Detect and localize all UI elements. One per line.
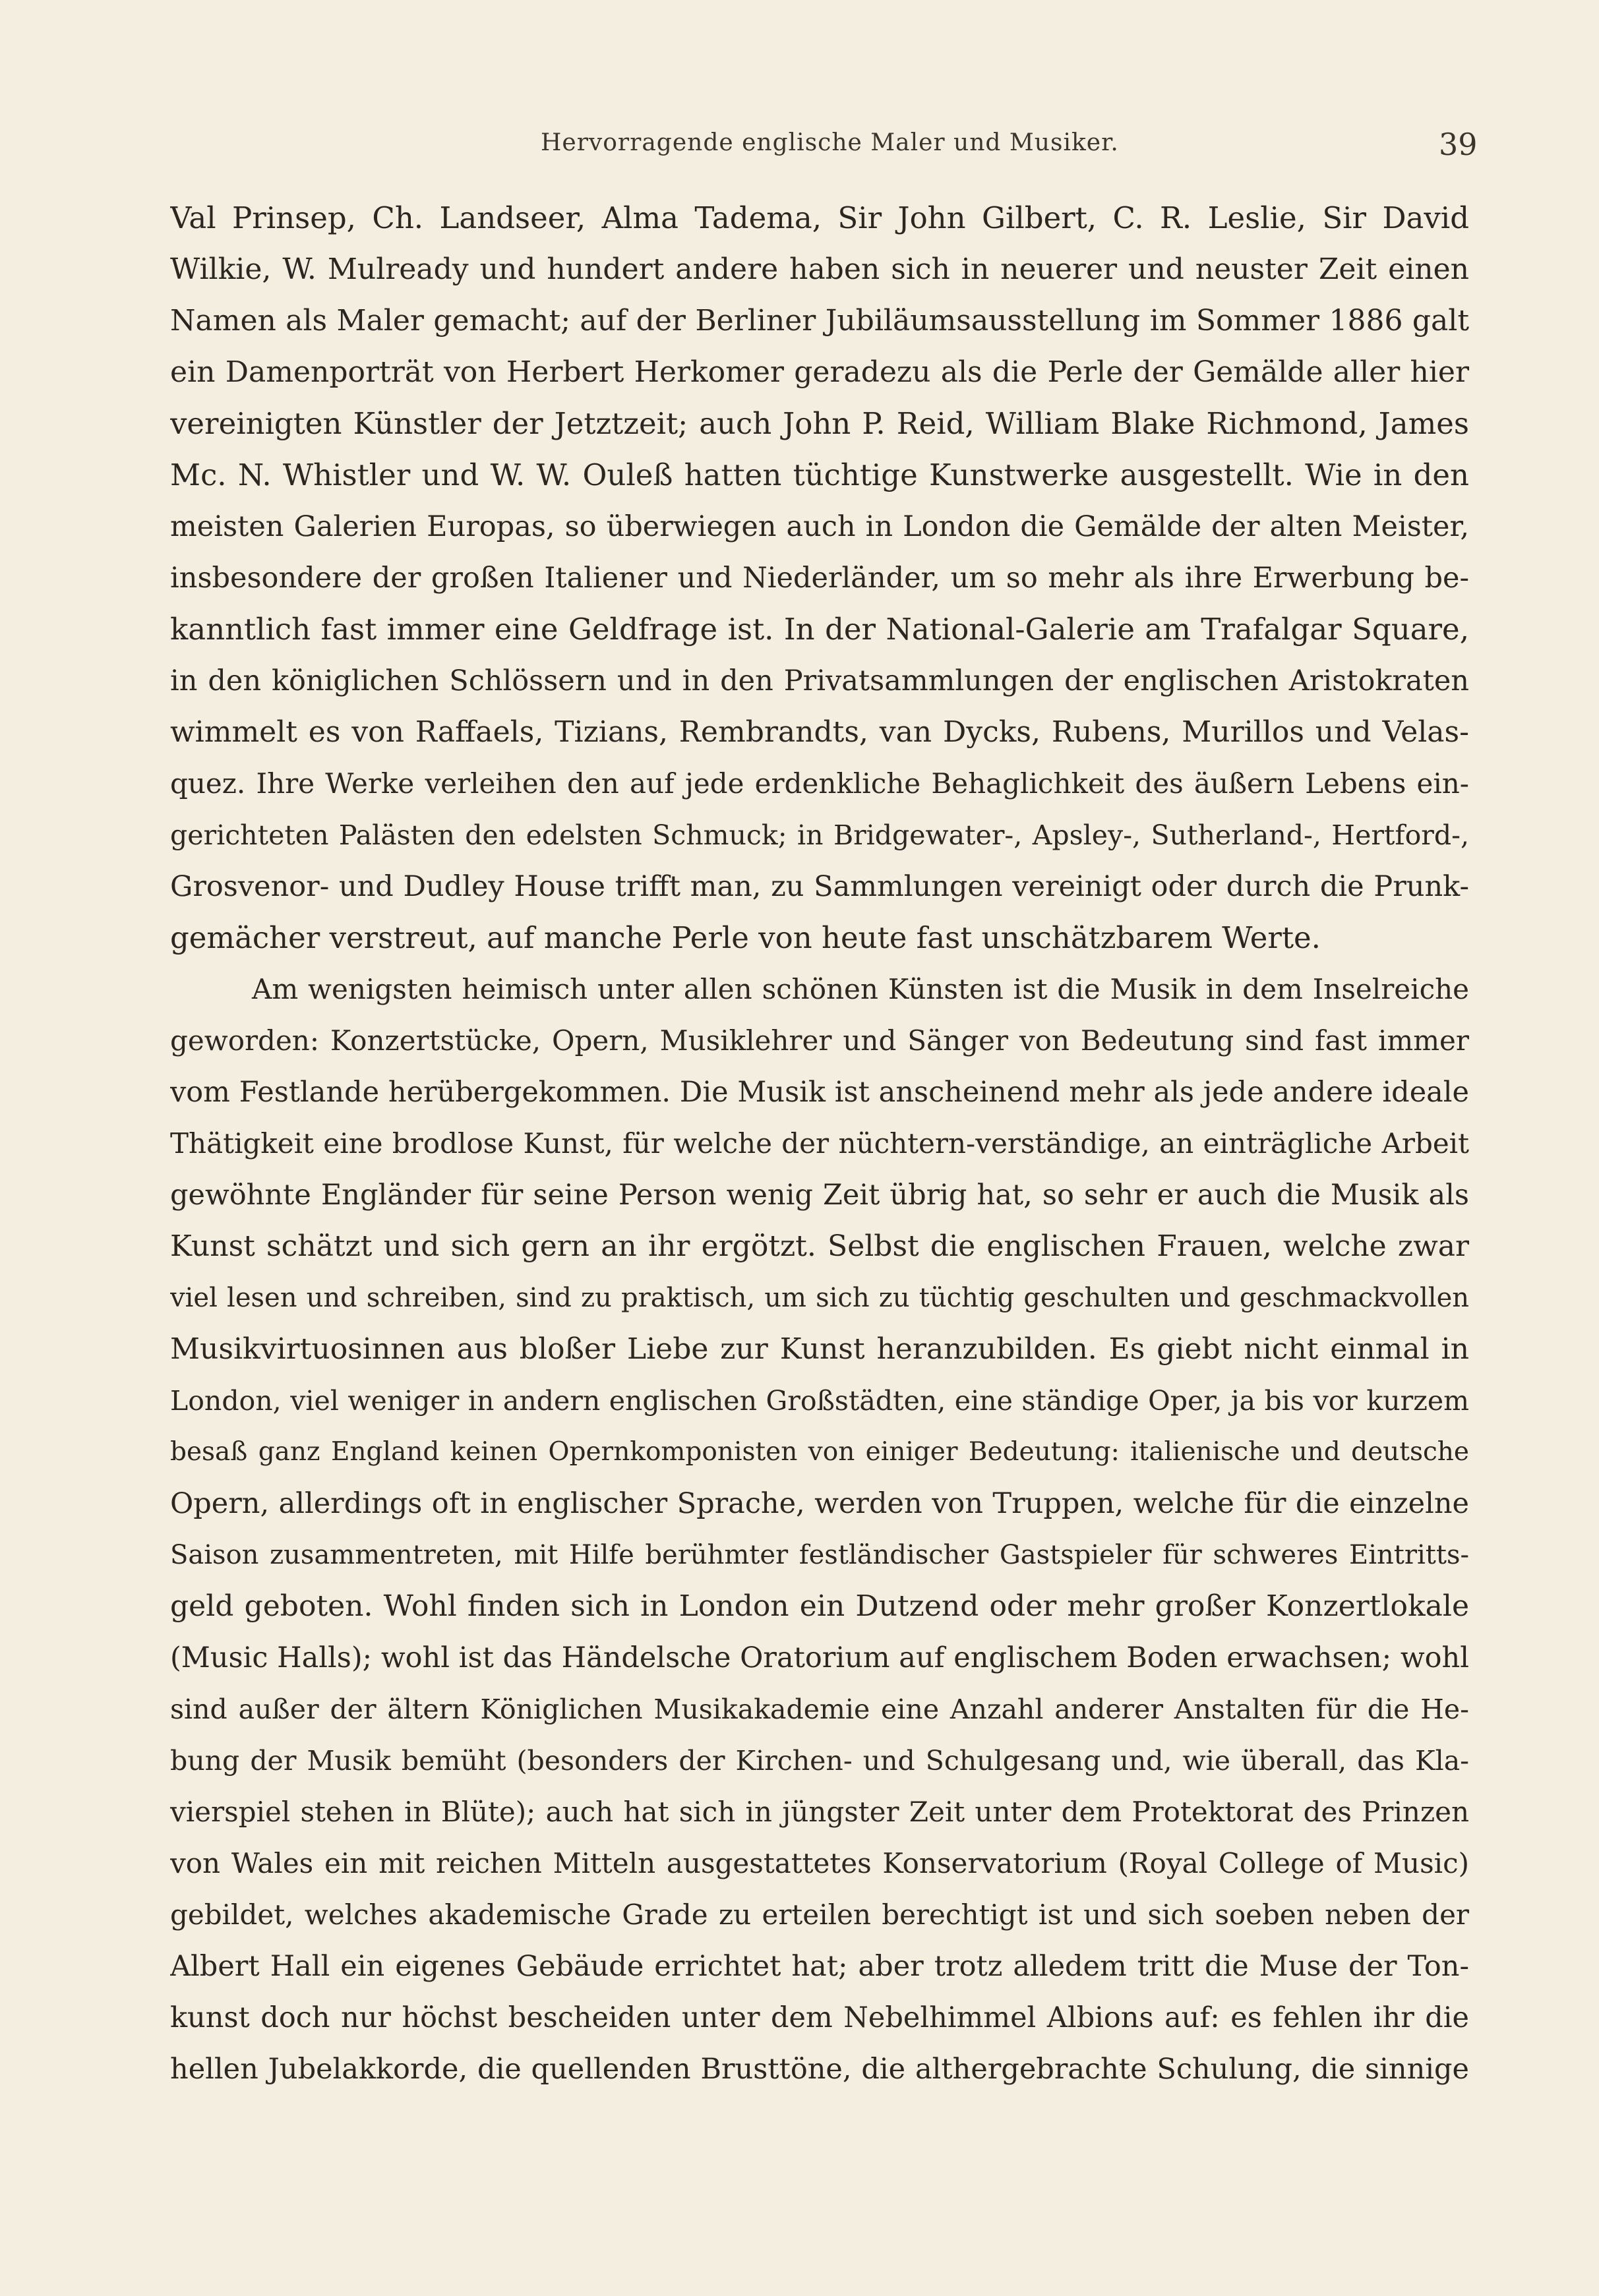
text-line: quez. Ihre Werke verleihen den auf jede erdenkliche Behaglichkeit des äußern Lebens ein- xyxy=(170,767,1469,800)
text-line: sind außer der ältern Königlichen Musikakademie eine Anzahl anderer Anstalten für die He- xyxy=(170,1693,1469,1725)
text-line: besaß ganz England keinen Opernkomponisten von einiger Bedeutung: italienische und deutsche xyxy=(170,1437,1469,1467)
text-line: Kunst schätzt und sich gern an ihr ergötzt. Selbst die englischen Frauen, welche zwar xyxy=(170,1229,1469,1263)
text-line: Wilkie, W. Mulready und hundert andere haben sich in neuerer und neuster Zeit einen xyxy=(170,252,1469,286)
text-line: hellen Jubelakkorde, die quellenden Brusttöne, die althergebrachte Schulung, die sinnige xyxy=(170,2053,1469,2086)
text-line: vierspiel stehen in Blüte); auch hat sich in jüngster Zeit unter dem Protektorat des Prinzen xyxy=(170,1796,1469,1828)
text-line: Opern, allerdings oft in englischer Sprache, werden von Truppen, welche für die einzelne xyxy=(170,1487,1469,1520)
text-line: ein Damenporträt von Herbert Herkomer geradezu als die Perle der Gemälde aller hier xyxy=(170,355,1469,389)
text-line: geld geboten. Wohl finden sich in London ein Dutzend oder mehr großer Konzertlokale xyxy=(170,1589,1469,1623)
text-line: Grosvenor- und Dudley House trifft man, zu Sammlungen vereinigt oder durch die Prunk- xyxy=(170,870,1469,903)
text-line: Namen als Maler gemacht; auf der Berliner Jubiläumsausstellung im Sommer 1886 galt xyxy=(170,304,1469,338)
text-line: vom Festlande herübergekommen. Die Musik ist anscheinend mehr als jede andere ideale xyxy=(170,1076,1469,1109)
text-line: (Music Halls); wohl ist das Händelsche Oratorium auf englischem Boden erwachsen; wohl xyxy=(170,1641,1469,1674)
text-line: von Wales ein mit reichen Mitteln ausgestattetes Konservatorium (Royal College of Music) xyxy=(170,1847,1469,1879)
text-line: kunst doch nur höchst bescheiden unter dem Nebelhimmel Albions auf: es fehlen ihr die xyxy=(170,2001,1469,2034)
text-line: geworden: Konzertstücke, Opern, Musiklehrer und Sänger von Bedeutung sind fast immer xyxy=(170,1024,1469,1057)
text-line: kanntlich fast immer eine Geldfrage ist. In der National-Galerie am Trafalgar Square, xyxy=(170,612,1469,647)
text-line: Am wenigsten heimisch unter allen schönen Künsten ist die Musik in dem Inselreiche xyxy=(252,973,1469,1005)
text-line: gewöhnte Engländer für seine Person wenig Zeit übrig hat, so sehr er auch die Musik als xyxy=(170,1179,1469,1212)
text-line: gebildet, welches akademische Grade zu erteilen berechtigt ist und sich soeben neben der xyxy=(170,1899,1469,1931)
text-line: Val Prinsep, Ch. Landseer, Alma Tadema, Sir John Gilbert, C. R. Leslie, Sir David xyxy=(170,200,1469,235)
text-line: Albert Hall ein eigenes Gebäude errichtet hat; aber trotz alledem tritt die Muse der Ton- xyxy=(170,1950,1469,1983)
page-number: 39 xyxy=(1439,127,1478,162)
text-line: vereinigten Künstler der Jetztzeit; auch John P. Reid, William Blake Richmond, James xyxy=(170,406,1469,441)
text-line: Thätigkeit eine brodlose Kunst, für welche der nüchtern-verständige, an einträgliche Arbeit xyxy=(170,1127,1469,1160)
running-head xyxy=(0,129,1599,169)
text-line: insbesondere der großen Italiener und Niederländer, um so mehr als ihre Erwerbung be- xyxy=(170,562,1469,595)
text-line: Musikvirtuosinnen aus bloßer Liebe zur Kunst heranzubilden. Es giebt nicht einmal in xyxy=(170,1332,1469,1366)
text-line: meisten Galerien Europas, so überwiegen auch in London die Gemälde der alten Meister, xyxy=(170,510,1469,543)
text-line: gemächer verstreut, auf manche Perle von heute fast unschätzbarem Werte. xyxy=(170,920,1321,955)
body-text xyxy=(170,192,1469,2095)
text-line: Saison zusammentreten, mit Hilfe berühmter festländischer Gastspieler für schweres Eintritts- xyxy=(170,1540,1469,1570)
text-line: Mc. N. Whistler und W. W. Ouleß hatten tüchtige Kunstwerke ausgestellt. Wie in den xyxy=(170,457,1469,492)
text-line: in den königlichen Schlössern und in den Privatsammlungen der englischen Aristokraten xyxy=(170,664,1469,697)
running-title: Hervorragende englische Maler und Musiker. xyxy=(541,129,1119,156)
text-line: viel lesen und schreiben, sind zu praktisch, um sich zu tüchtig geschulten und geschmackvollen xyxy=(170,1283,1469,1313)
text-line: gerichteten Palästen den edelsten Schmuck; in Bridgewater-, Apsley-, Sutherland-, Hertford-, xyxy=(170,819,1469,851)
text-line: London, viel weniger in andern englischen Großstädten, eine ständige Oper, ja bis vor kurzem xyxy=(170,1385,1469,1417)
text-line: wimmelt es von Raffaels, Tizians, Rembrandts, van Dycks, Rubens, Murillos und Velas- xyxy=(170,715,1469,749)
text-line: bung der Musik bemüht (besonders der Kirchen- und Schulgesang und, wie überall, das Kla- xyxy=(170,1745,1469,1777)
